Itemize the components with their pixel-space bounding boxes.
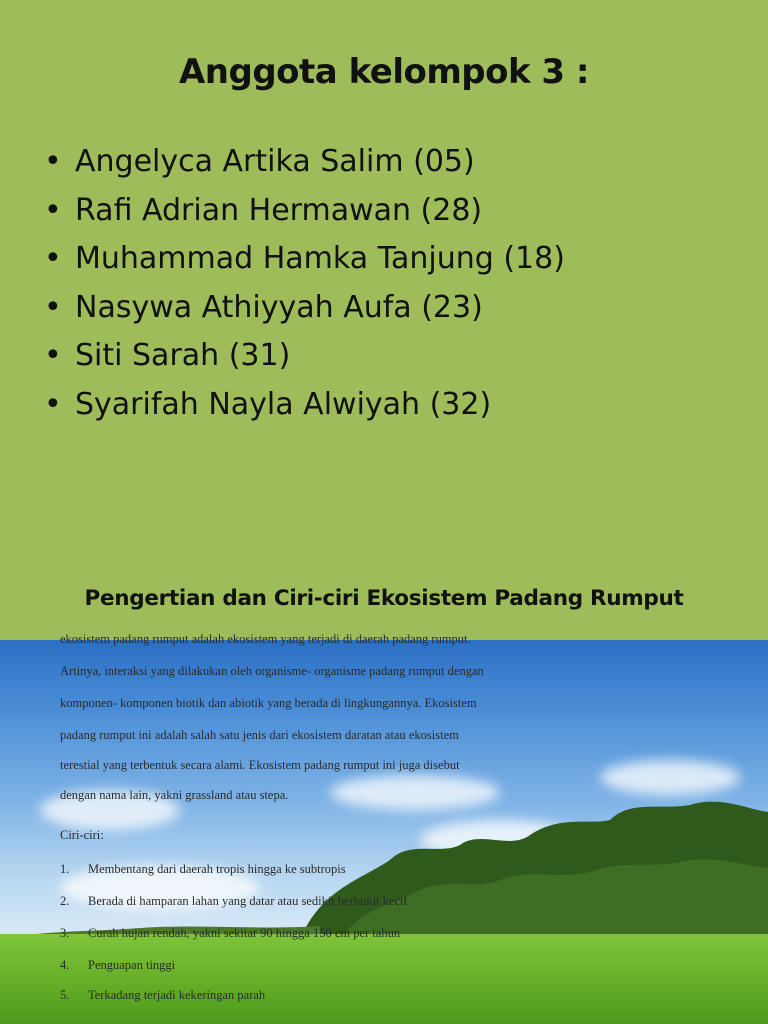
item-number: 1. [60, 862, 70, 876]
member-name: Muhammad Hamka Tanjung (18) [75, 241, 565, 276]
paragraph-line: dengan nama lain, yakni grassland atau stepa. [60, 788, 289, 802]
member-name: Angelyca Artika Salim (05) [75, 144, 475, 179]
list-item [60, 988, 265, 1003]
item-text: Membentang dari daerah tropis hingga ke subtropis [88, 862, 346, 876]
slide-header [0, 560, 768, 640]
item-text: Terkadang terjadi kekeringan parah [88, 988, 266, 1002]
list-item [60, 926, 400, 941]
list-item [44, 138, 565, 187]
member-name: Rafi Adrian Hermawan (28) [75, 192, 483, 228]
list-item [60, 862, 346, 877]
slide-title: Anggota kelompok 3 : [178, 52, 590, 92]
bullet-icon: • [44, 192, 62, 228]
paragraph-line: terestial yang terbentuk secara alami. Ekosistem padang rumput ini juga disebut [60, 758, 460, 772]
list-item [60, 894, 407, 909]
item-number: 5. [60, 988, 70, 1002]
bullet-icon: • [44, 338, 62, 373]
bullet-icon: • [44, 241, 62, 276]
member-list [44, 138, 565, 429]
bullet-icon: • [44, 289, 62, 325]
list-item [44, 187, 565, 236]
item-text: Berada di hamparan lahan yang datar atau sedikit berbukit kecil [88, 894, 407, 908]
list-item [60, 958, 175, 973]
list-item [44, 332, 565, 381]
bullet-icon: • [44, 386, 62, 422]
list-item [44, 284, 565, 333]
list-item [44, 235, 565, 284]
paragraph-line: padang rumput ini adalah salah satu jenis dari ekosistem daratan atau ekosistem [60, 728, 459, 742]
member-name: Siti Sarah (31) [75, 338, 291, 373]
item-text: Penguapan tinggi [88, 958, 176, 972]
paragraph-line: Artinya, interaksi yang dilakukan oleh organisme- organisme padang rumput dengan [60, 664, 484, 678]
bullet-icon: • [44, 144, 62, 179]
member-name: Nasywa Athiyyah Aufa (23) [75, 289, 483, 325]
grass-field [0, 934, 768, 1024]
slide-title: Pengertian dan Ciri-ciri Ekosistem Padang Rumput [84, 586, 684, 611]
paragraph-line: komponen- komponen biotik dan abiotik yang berada di lingkungannya. Ekosistem [60, 696, 477, 710]
ciri-label: Ciri-ciri: [60, 828, 104, 842]
paragraph-line: ekosistem padang rumput adalah ekosistem yang terjadi di daerah padang rumput. [60, 632, 471, 646]
item-number: 3. [60, 926, 70, 940]
list-item [44, 381, 565, 430]
member-name: Syarifah Nayla Alwiyah (32) [75, 386, 492, 422]
item-number: 2. [60, 894, 70, 908]
item-number: 4. [60, 958, 70, 972]
item-text: Curah hujan rendah, yakni sekitar 90 hingga 150 cm per tahun [88, 926, 401, 940]
